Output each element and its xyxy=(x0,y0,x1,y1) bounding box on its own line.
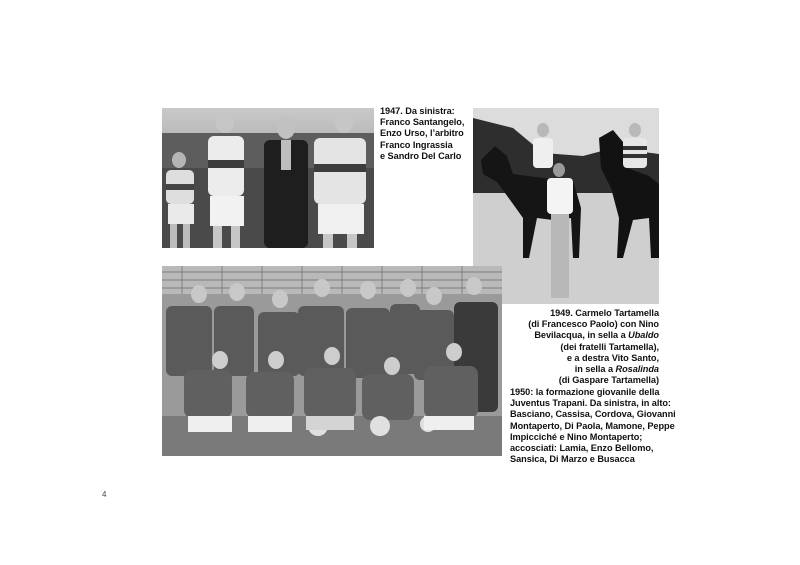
caption-line: Sansica, Di Marzo e Busacca xyxy=(510,454,635,465)
caption-line: 1949. Carmelo Tartamella xyxy=(550,308,659,318)
caption-line: e a destra Vito Santo, xyxy=(566,352,659,363)
caption-line: accosciati: Lamia, Enzo Bellomo, xyxy=(510,443,654,454)
caption-line: (di Francesco Paolo) con Nino xyxy=(528,319,659,330)
caption-line xyxy=(520,330,659,341)
caption-line: 1950: la formazione giovanile della xyxy=(510,387,660,397)
caption-line: Basciano, Cassisa, Cordova, Giovanni xyxy=(510,409,676,420)
caption-1950 xyxy=(510,387,676,465)
caption-line: 1947. Da sinistra: xyxy=(380,106,455,116)
caption-1949 xyxy=(520,308,659,386)
caption-text: in sella a xyxy=(574,364,616,375)
caption-line xyxy=(520,364,659,375)
caption-line: Montaperto, Di Paola, Mamone, Peppe xyxy=(510,420,675,431)
caption-1947 xyxy=(380,106,464,162)
horse-name-rosalinda: Rosalinda xyxy=(615,364,659,375)
caption-line: (di Gaspare Tartamella) xyxy=(558,375,659,386)
caption-line: (dei fratelli Tartamella), xyxy=(560,341,659,352)
caption-line: Franco Santangelo, xyxy=(380,117,465,128)
caption-line: Franco Ingrassia xyxy=(380,139,453,150)
caption-text: Bevilacqua, in sella a xyxy=(534,330,629,341)
caption-line: Juventus Trapani. Da sinistra, in alto: xyxy=(510,398,671,409)
caption-line: e Sandro Del Carlo xyxy=(380,150,462,161)
photo-1947-players xyxy=(162,108,374,248)
page-number: 4 xyxy=(102,490,107,499)
caption-line: Impicciché e Nino Montaperto; xyxy=(510,431,643,442)
horse-name-ubaldo: Ubaldo xyxy=(628,330,659,341)
caption-line: Enzo Urso, l’arbitro xyxy=(380,128,464,139)
photo-1950-team xyxy=(162,266,502,456)
